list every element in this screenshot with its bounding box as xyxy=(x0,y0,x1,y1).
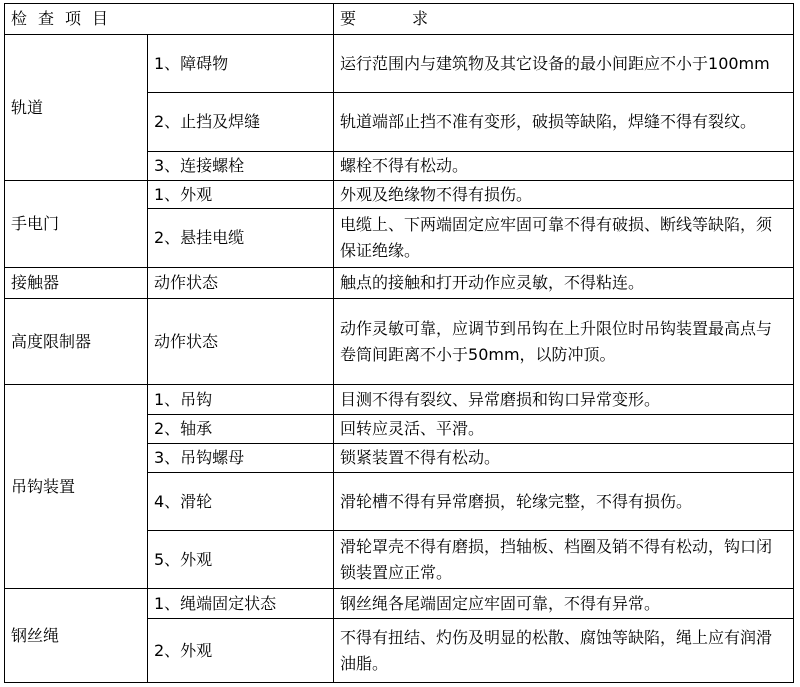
category-cell: 吊钩装置 xyxy=(5,385,148,589)
item-cell: 1、障碍物 xyxy=(148,35,334,93)
inspection-table xyxy=(4,3,794,683)
requirement-cell: 外观及绝缘物不得有损伤。 xyxy=(334,181,794,209)
table-row xyxy=(5,299,794,385)
category-cell: 轨道 xyxy=(5,35,148,181)
item-cell: 3、吊钩螺母 xyxy=(148,444,334,473)
requirement-cell: 动作灵敏可靠，应调节到吊钩在上升限位时吊钩装置最高点与卷筒间距离不小于50mm，以防冲顶。 xyxy=(334,299,794,385)
requirement-cell: 钢丝绳各尾端固定应牢固可靠，不得有异常。 xyxy=(334,589,794,619)
requirement-cell: 不得有扭结、灼伤及明显的松散、腐蚀等缺陷，绳上应有润滑油脂。 xyxy=(334,619,794,683)
table-header-row xyxy=(5,4,794,35)
item-cell: 动作状态 xyxy=(148,268,334,299)
item-cell: 动作状态 xyxy=(148,299,334,385)
requirement-cell: 滑轮罩壳不得有磨损，挡轴板、档圈及销不得有松动，钩口闭锁装置应正常。 xyxy=(334,531,794,589)
category-cell: 钢丝绳 xyxy=(5,589,148,683)
item-cell: 4、滑轮 xyxy=(148,473,334,531)
item-cell: 5、外观 xyxy=(148,531,334,589)
category-cell: 接触器 xyxy=(5,268,148,299)
table-row xyxy=(5,385,794,415)
table-row xyxy=(5,181,794,209)
item-cell: 2、外观 xyxy=(148,619,334,683)
item-cell: 2、悬挂电缆 xyxy=(148,209,334,268)
requirement-cell: 回转应灵活、平滑。 xyxy=(334,415,794,444)
item-cell: 1、绳端固定状态 xyxy=(148,589,334,619)
item-cell: 1、外观 xyxy=(148,181,334,209)
table-row xyxy=(5,268,794,299)
table-row xyxy=(5,589,794,619)
table-row xyxy=(5,35,794,93)
category-cell: 高度限制器 xyxy=(5,299,148,385)
item-cell: 3、连接螺栓 xyxy=(148,152,334,181)
header-requirement: 要 求 xyxy=(334,4,794,35)
requirement-cell: 运行范围内与建筑物及其它设备的最小间距应不小于100mm xyxy=(334,35,794,93)
item-cell: 1、吊钩 xyxy=(148,385,334,415)
header-category: 检查项目 xyxy=(5,4,334,35)
requirement-cell: 锁紧装置不得有松动。 xyxy=(334,444,794,473)
requirement-cell: 目测不得有裂纹、异常磨损和钩口异常变形。 xyxy=(334,385,794,415)
requirement-cell: 螺栓不得有松动。 xyxy=(334,152,794,181)
requirement-cell: 电缆上、下两端固定应牢固可靠不得有破损、断线等缺陷，须保证绝缘。 xyxy=(334,209,794,268)
item-cell: 2、止挡及焊缝 xyxy=(148,93,334,152)
category-cell: 手电门 xyxy=(5,181,148,268)
requirement-cell: 触点的接触和打开动作应灵敏，不得粘连。 xyxy=(334,268,794,299)
item-cell: 2、轴承 xyxy=(148,415,334,444)
requirement-cell: 滑轮槽不得有异常磨损，轮缘完整，不得有损伤。 xyxy=(334,473,794,531)
requirement-cell: 轨道端部止挡不准有变形，破损等缺陷，焊缝不得有裂纹。 xyxy=(334,93,794,152)
